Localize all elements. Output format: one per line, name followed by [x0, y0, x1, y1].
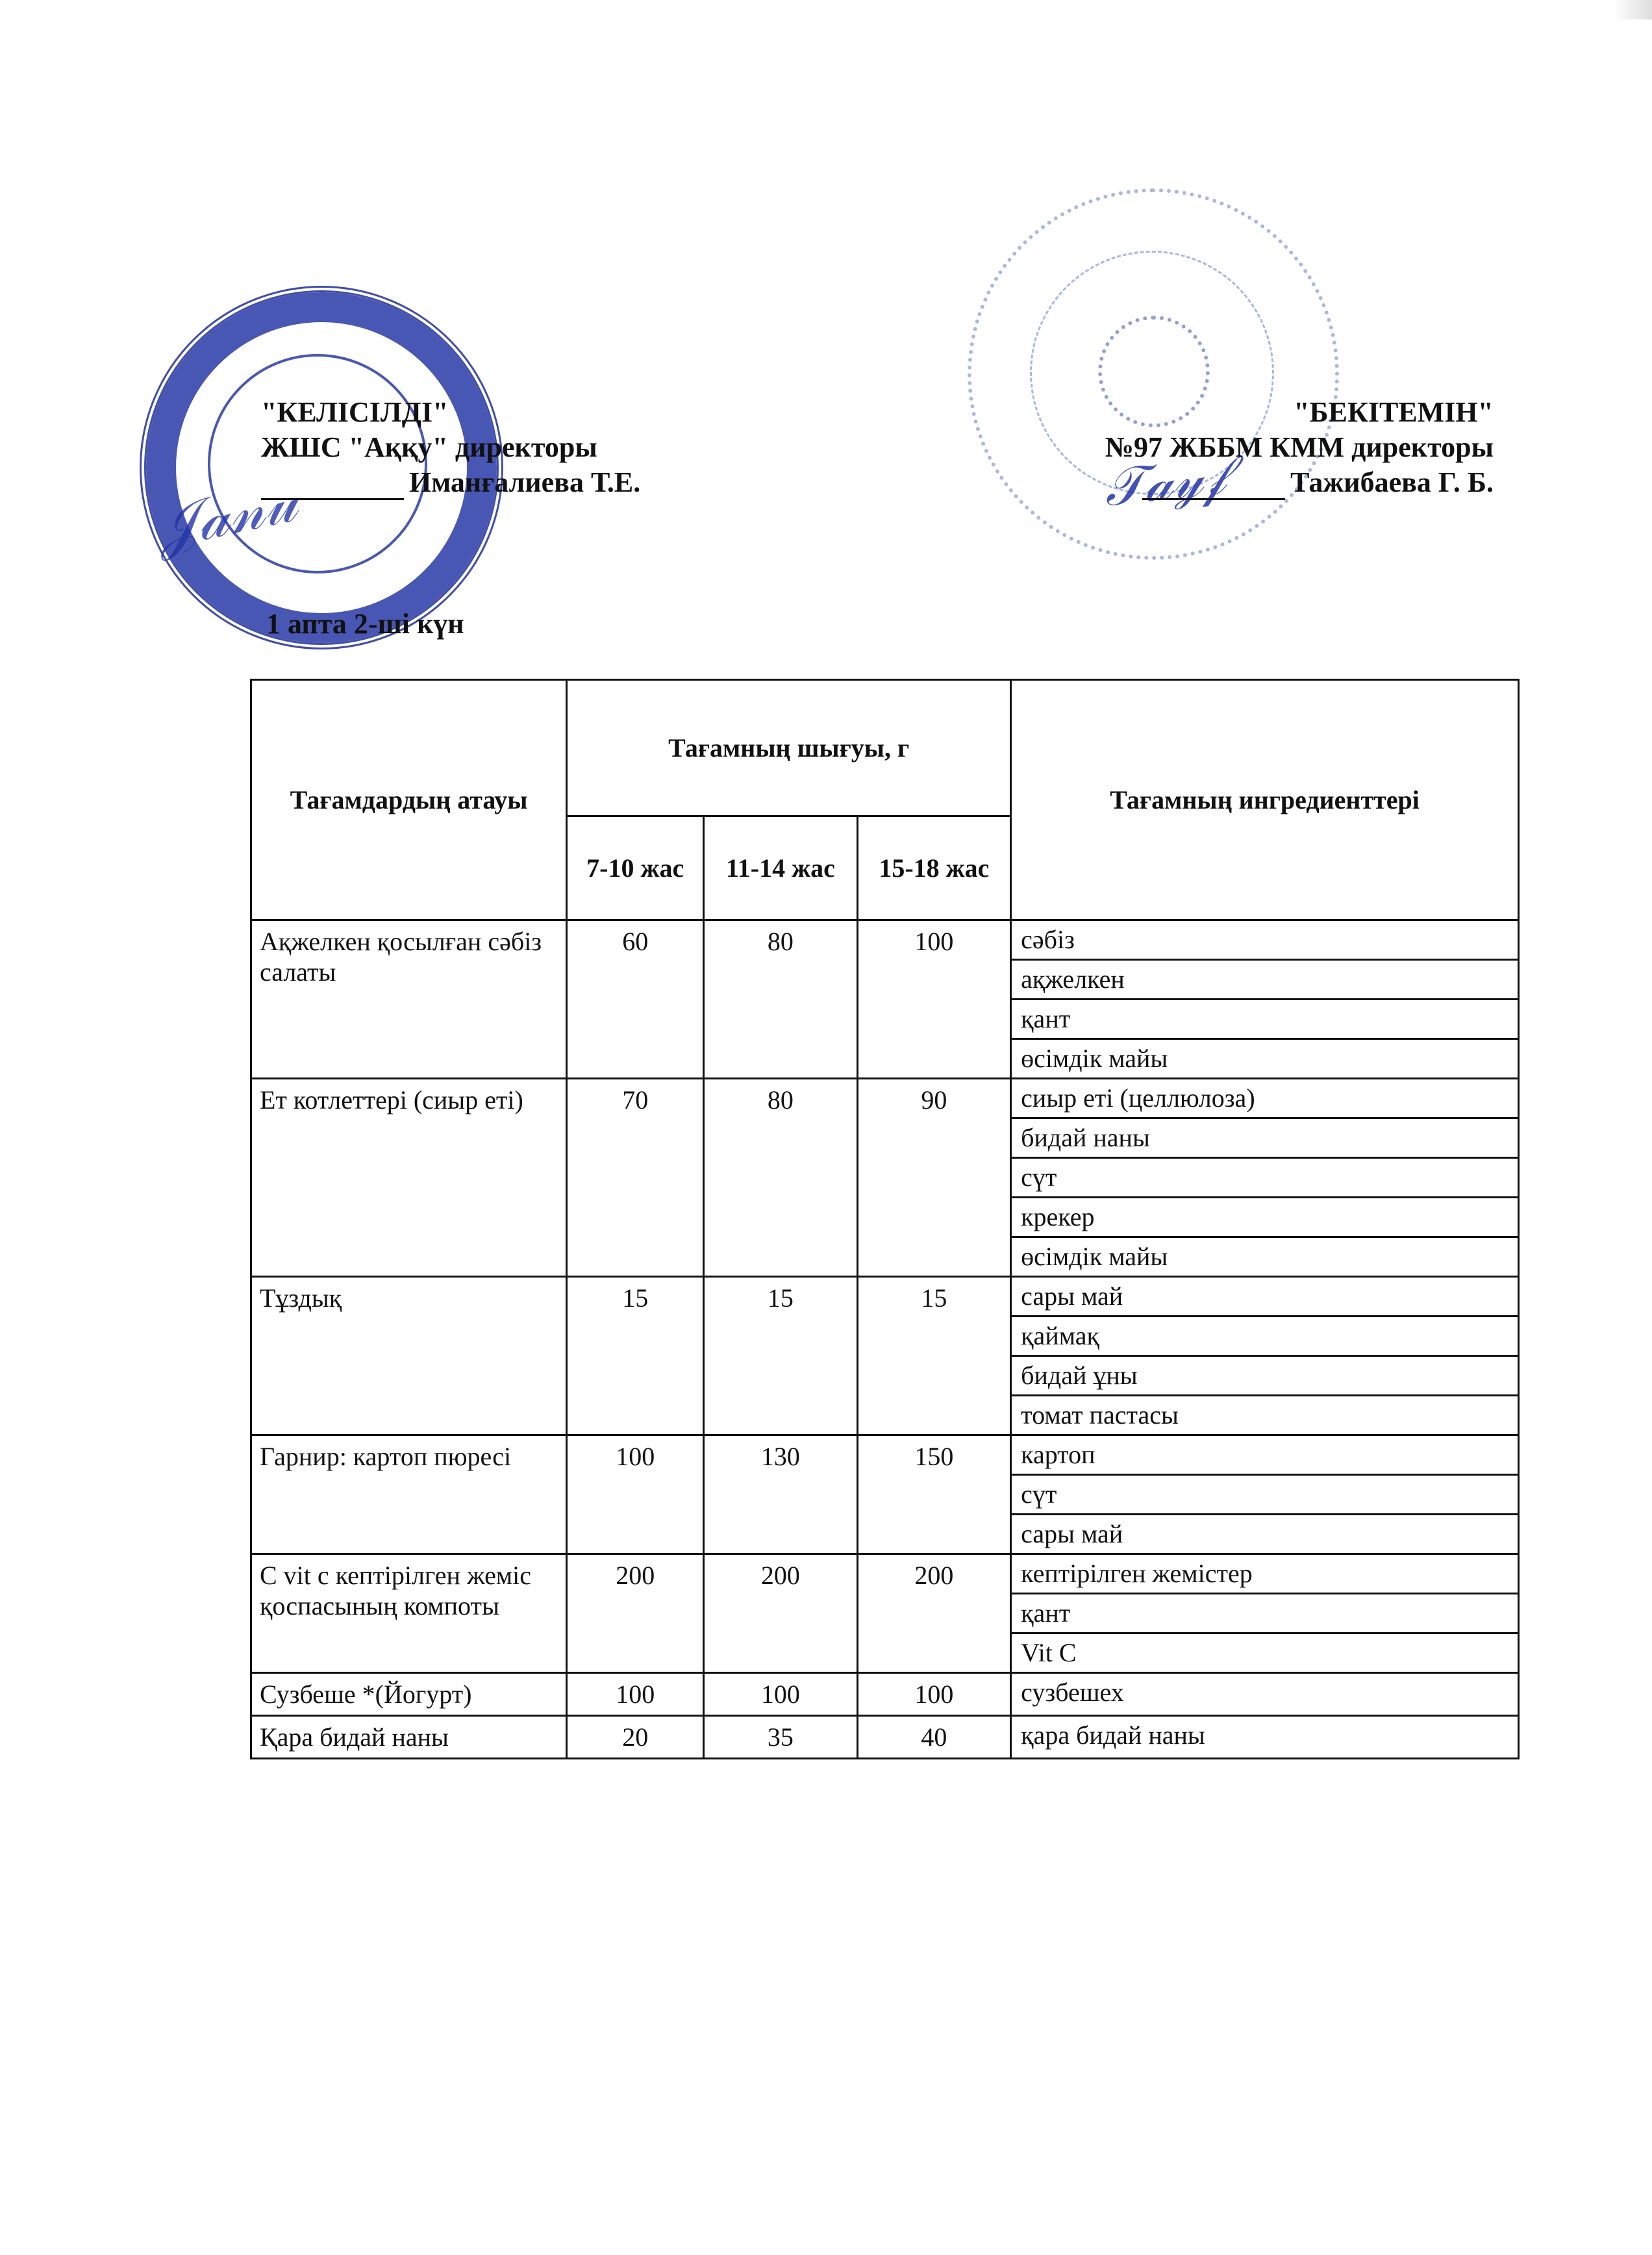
ingredient-item: қара бидай наны	[1021, 1720, 1205, 1750]
ingredients-cell	[1011, 1079, 1519, 1277]
ingredient-item: қант	[1012, 1000, 1518, 1040]
header-age-15-18: 15-18 жас	[857, 816, 1010, 920]
yield-11-14-cell: 80	[704, 1079, 857, 1277]
ingredients-cell	[1011, 1716, 1519, 1759]
header-age-11-14: 11-14 жас	[704, 816, 857, 920]
header-ingredients: Тағамның ингредиенттері	[1011, 680, 1519, 920]
ingredient-item: ақжелкен	[1012, 961, 1518, 1000]
approval-block-agreed	[261, 395, 640, 500]
ingredient-item: картоп	[1012, 1436, 1518, 1476]
menu-table-body	[251, 920, 1519, 1759]
approval-block-approved	[1078, 395, 1494, 500]
yield-15-18-cell: 100	[857, 1673, 1010, 1716]
ingredient-item: қант	[1012, 1594, 1518, 1634]
ingredient-item: өсімдік майы	[1021, 1242, 1168, 1271]
header-dish-name: Тағамдардың атауы	[251, 680, 567, 920]
dish-name-cell: Ақжелкен қосылған сәбіз салаты	[251, 920, 567, 1079]
day-title: 1 апта 2-ші күн	[266, 608, 464, 640]
yield-7-10-cell: 100	[567, 1435, 704, 1554]
yield-15-18-cell: 100	[857, 920, 1010, 1079]
ingredients-cell	[1011, 1673, 1519, 1716]
yield-11-14-cell: 15	[704, 1277, 857, 1435]
dish-name-cell: Гарнир: картоп пюресі	[251, 1435, 567, 1554]
header-age-7-10: 7-10 жас	[567, 816, 704, 920]
yield-11-14-cell: 130	[704, 1435, 857, 1554]
approval-position-approved: №97 ЖББМ КММ директоры	[1105, 431, 1494, 463]
ingredient-item: сиыр еті (целлюлоза)	[1012, 1079, 1518, 1119]
ingredient-item: сары май	[1021, 1519, 1123, 1548]
table-row	[251, 1673, 1519, 1716]
ingredient-item: сүт	[1012, 1476, 1518, 1515]
ingredients-cell	[1011, 920, 1519, 1079]
dish-name-cell: Сузбеше *(Йогурт)	[251, 1673, 567, 1716]
table-row	[251, 1277, 1519, 1435]
scan-edge-mark	[1613, 0, 1652, 19]
yield-7-10-cell: 20	[567, 1716, 704, 1759]
ingredient-item: бидай ұны	[1012, 1357, 1518, 1396]
approval-heading-approved: "БЕКІТЕМІН"	[1294, 396, 1494, 428]
ingredient-item: сәбіз	[1012, 921, 1518, 961]
signature-left: 𝒥𝒶𝓃𝓊	[150, 466, 303, 563]
signature-line-right	[1142, 472, 1285, 500]
ingredients-cell	[1011, 1435, 1519, 1554]
table-row	[251, 1716, 1519, 1759]
yield-7-10-cell: 60	[567, 920, 704, 1079]
approval-name-approved: Тажибаева Г. Б.	[1290, 466, 1494, 498]
yield-7-10-cell: 70	[567, 1079, 704, 1277]
ingredient-item: сүт	[1012, 1159, 1518, 1198]
ingredient-item: Vit C	[1021, 1638, 1077, 1667]
yield-7-10-cell: 200	[567, 1554, 704, 1673]
ingredient-item: бидай наны	[1012, 1119, 1518, 1159]
table-row	[251, 920, 1519, 1079]
yield-15-18-cell: 15	[857, 1277, 1010, 1435]
ingredients-cell	[1011, 1554, 1519, 1673]
yield-11-14-cell: 100	[704, 1673, 857, 1716]
ingredient-item: крекер	[1012, 1198, 1518, 1238]
table-row	[251, 1435, 1519, 1554]
yield-15-18-cell: 90	[857, 1079, 1010, 1277]
yield-7-10-cell: 100	[567, 1673, 704, 1716]
dish-name-cell: Тұздық	[251, 1277, 567, 1435]
table-row	[251, 1079, 1519, 1277]
approval-heading-agreed: "КЕЛІСІЛДІ"	[261, 396, 449, 428]
yield-11-14-cell: 200	[704, 1554, 857, 1673]
ingredient-item: сузбешех	[1021, 1678, 1124, 1707]
table-row	[251, 1554, 1519, 1673]
menu-table	[250, 679, 1520, 1759]
ingredients-cell	[1011, 1277, 1519, 1435]
signature-right: 𝒯𝒶𝓎𝒻	[1101, 445, 1229, 518]
ingredient-item: томат пастасы	[1021, 1400, 1179, 1430]
yield-11-14-cell: 35	[704, 1716, 857, 1759]
ingredient-item: кептірілген жемістер	[1012, 1555, 1518, 1594]
ingredient-item: өсімдік майы	[1021, 1044, 1168, 1073]
yield-11-14-cell: 80	[704, 920, 857, 1079]
approval-name-agreed: Иманғалиева Т.Е.	[409, 466, 641, 498]
yield-7-10-cell: 15	[567, 1277, 704, 1435]
dish-name-cell: Қара бидай наны	[251, 1716, 567, 1759]
yield-15-18-cell: 200	[857, 1554, 1010, 1673]
yield-15-18-cell: 40	[857, 1716, 1010, 1759]
header-yield: Тағамның шығуы, г	[567, 680, 1011, 816]
signature-line-left	[261, 472, 404, 500]
dish-name-cell: Ет котлеттері (сиыр еті)	[251, 1079, 567, 1277]
yield-15-18-cell: 150	[857, 1435, 1010, 1554]
ingredient-item: қаймақ	[1012, 1317, 1518, 1357]
ingredient-item: сары май	[1012, 1278, 1518, 1317]
approval-position-agreed: ЖШС "Аққу" директоры	[261, 431, 597, 463]
dish-name-cell: C vit с кептірілген жеміс қоспасының компоты	[251, 1554, 567, 1673]
